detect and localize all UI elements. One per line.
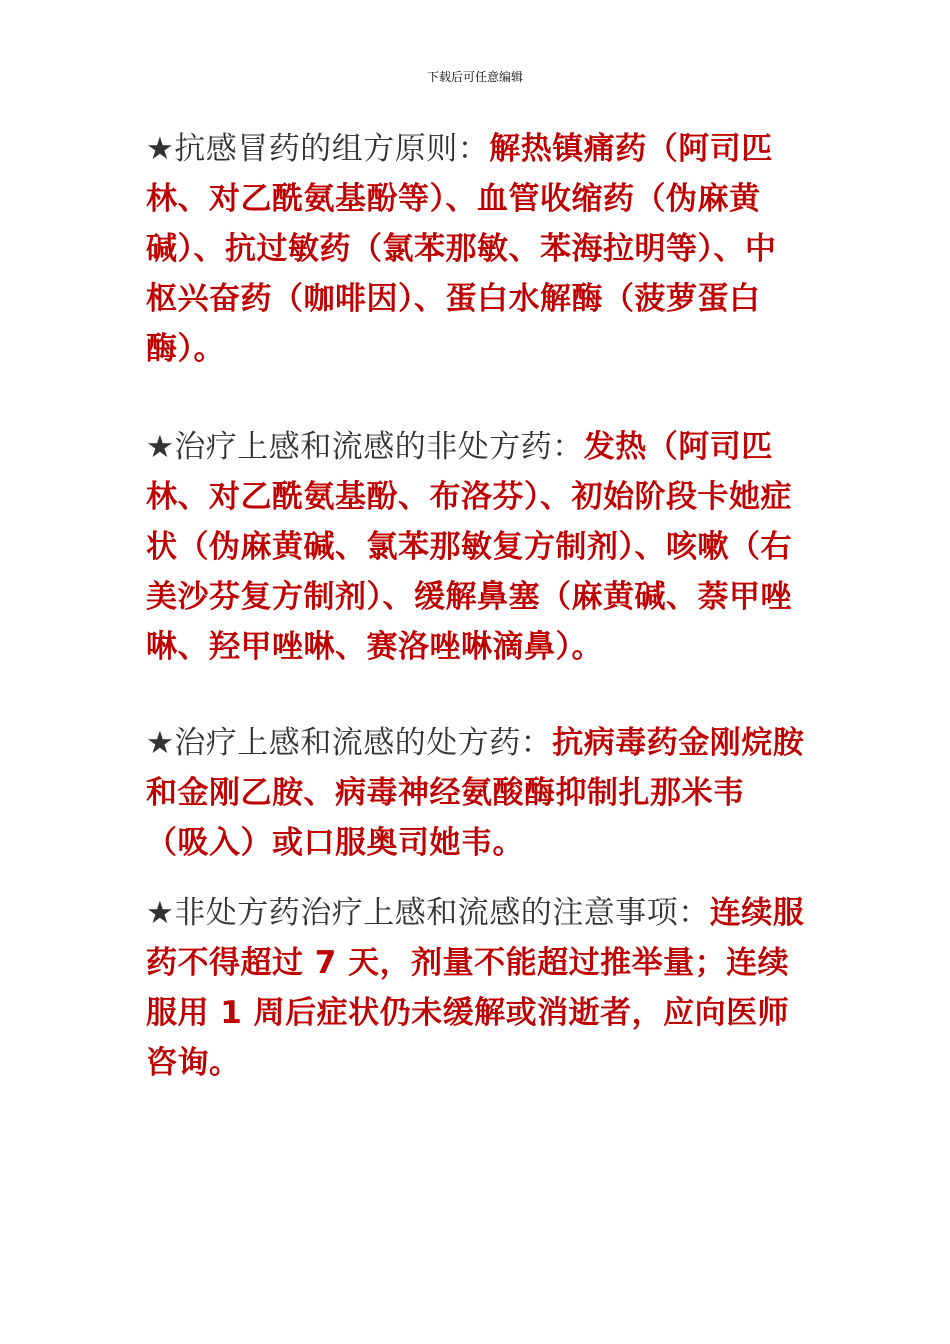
paragraph-lead: ★抗感冒药的组方原则： <box>146 131 490 167</box>
document-content <box>146 124 806 1088</box>
paragraph-lead: ★非处方药治疗上感和流感的注意事项： <box>146 895 710 931</box>
paragraph-body: 解热镇痛药（阿司匹林、对乙酰氨基酚等）、血管收缩药（伪麻黄碱）、抗过敏药（氯苯那敏、苯海拉明等）、中枢兴奋药（咖啡因）、蛋白水解酶（菠萝蛋白酶）。 <box>146 131 777 367</box>
paragraph-body: 抗病毒药金刚烷胺和金刚乙胺、病毒神经氨酸酶抑制扎那米韦（吸入）或口服奥司她韦。 <box>146 725 805 861</box>
paragraph-precautions <box>146 888 806 1088</box>
paragraph-lead: ★治疗上感和流感的非处方药： <box>146 429 584 465</box>
header-note: 下载后可任意编辑 <box>426 70 523 84</box>
paragraph-body: 发热（阿司匹林、对乙酰氨基酚、布洛芬）、初始阶段卡她症状（伪麻黄碱、氯苯那敏复方制剂）、咳嗽（右美沙芬复方制剂）、缓解鼻塞（麻黄碱、萘甲唑啉、羟甲唑啉、赛洛唑啉滴鼻）。 <box>146 429 792 665</box>
paragraph-lead: ★治疗上感和流感的处方药： <box>146 725 553 761</box>
paragraph-body: 连续服药不得超过 7 天，剂量不能超过推举量；连续服用 1 周后症状仍未缓解或消逝者，应向医师咨询。 <box>146 895 805 1081</box>
paragraph-prescription-drugs <box>146 718 806 868</box>
paragraph-otc-drugs <box>146 422 806 672</box>
paragraph-cold-medicine-principles <box>146 124 806 374</box>
